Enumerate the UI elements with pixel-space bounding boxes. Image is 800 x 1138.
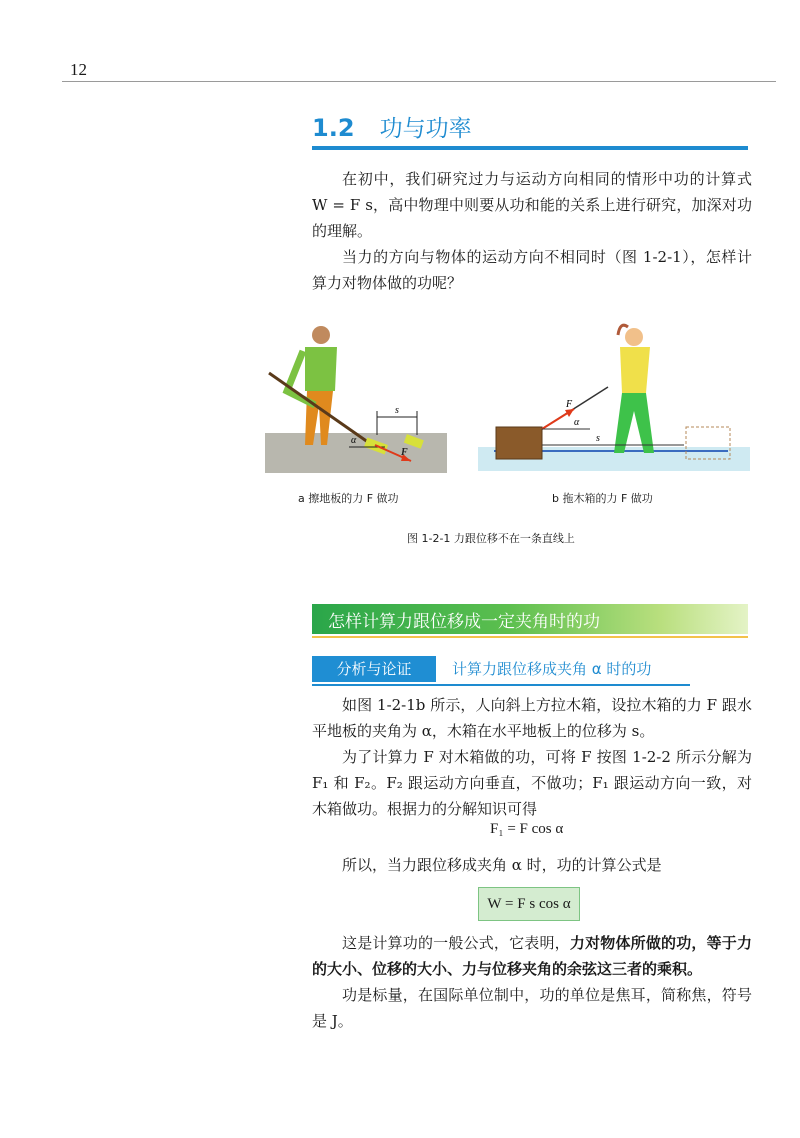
figure-b-crate-illustration: [478, 321, 750, 471]
label-s-a: s: [395, 405, 399, 416]
section-title: 功与功率: [379, 116, 472, 142]
analysis-title: 计算力跟位移成夹角 α 时的功: [452, 660, 652, 678]
crate: [496, 427, 542, 459]
work-formula-box: W = F s cos α: [478, 887, 580, 921]
subsection-underline: [312, 636, 748, 638]
label-alpha-a: α: [351, 435, 357, 446]
analysis-paragraph-3: 所以，当力跟位移成夹角 α 时，功的计算公式是: [342, 856, 662, 874]
analysis-paragraph-5: 功是标量，在国际单位制中，功的单位是焦耳，简称焦，符号是 J。: [312, 986, 752, 1030]
analysis-rule: [312, 684, 690, 686]
figure-a-mopping-illustration: [265, 321, 447, 473]
analysis-text-1: [312, 692, 752, 822]
page-number: 12: [70, 60, 87, 79]
analysis-paragraph-1: 如图 1-2-1b 所示，人向斜上方拉木箱，设拉木箱的力 F 跟水平地板的夹角为 α，木箱在水平地板上的位移为 s。: [312, 696, 752, 740]
section-heading: [312, 110, 748, 143]
section-number: 1.2: [312, 114, 355, 142]
intro-text: [312, 166, 752, 296]
girl-head: [625, 328, 643, 346]
figure-caption-b: b 拖木箱的力 F 做功: [552, 492, 653, 505]
analysis-tab: 分析与论证: [312, 656, 436, 682]
label-alpha-b: α: [574, 417, 580, 428]
header-rule: [62, 81, 776, 82]
girl-shirt: [620, 347, 650, 393]
figure-title: 图 1-2-1 力跟位移不在一条直线上: [407, 532, 575, 545]
label-F-a: F: [401, 447, 408, 458]
intro-paragraph-2: 当力的方向与物体的运动方向不相同时（图 1-2-1），怎样计算力对物体做的功呢？: [312, 248, 752, 292]
person-shirt: [305, 347, 337, 391]
analysis-text-3: [312, 930, 752, 1034]
intro-paragraph-1: 在初中，我们研究过力与运动方向相同的情形中功的计算式 W = F s，高中物理中则要从功和能的关系上进行研究，加深对功的理解。: [312, 170, 752, 240]
analysis-text-2: [312, 852, 752, 878]
paragraph-4-normal: 这是计算功的一般公式，它表明，: [342, 934, 570, 952]
person-head: [312, 326, 330, 344]
section-rule: [312, 146, 748, 150]
paragraph-4-bold: 力对物体所做的功，等于力的大小、位移的大小、力与位移夹角的余弦这三者的乘积。: [312, 934, 752, 978]
analysis-paragraph-4: [312, 930, 752, 982]
label-s-b: s: [596, 433, 600, 444]
analysis-paragraph-2: 为了计算力 F 对木箱做的功，可将 F 按图 1-2-2 所示分解为 F₁ 和 F₂。F₂ 跟运动方向垂直，不做功；F₁ 跟运动方向一致，对木箱做功。根据力的分解知识可得: [312, 748, 752, 818]
formula-f1: F₁ = F cos α: [490, 821, 564, 837]
subsection-title: 怎样计算力跟位移成一定夹角时的功: [328, 612, 600, 632]
label-F-b: F: [566, 399, 573, 410]
subsection-banner: [312, 604, 748, 634]
figure-caption-a: a 擦地板的力 F 做功: [298, 492, 399, 505]
